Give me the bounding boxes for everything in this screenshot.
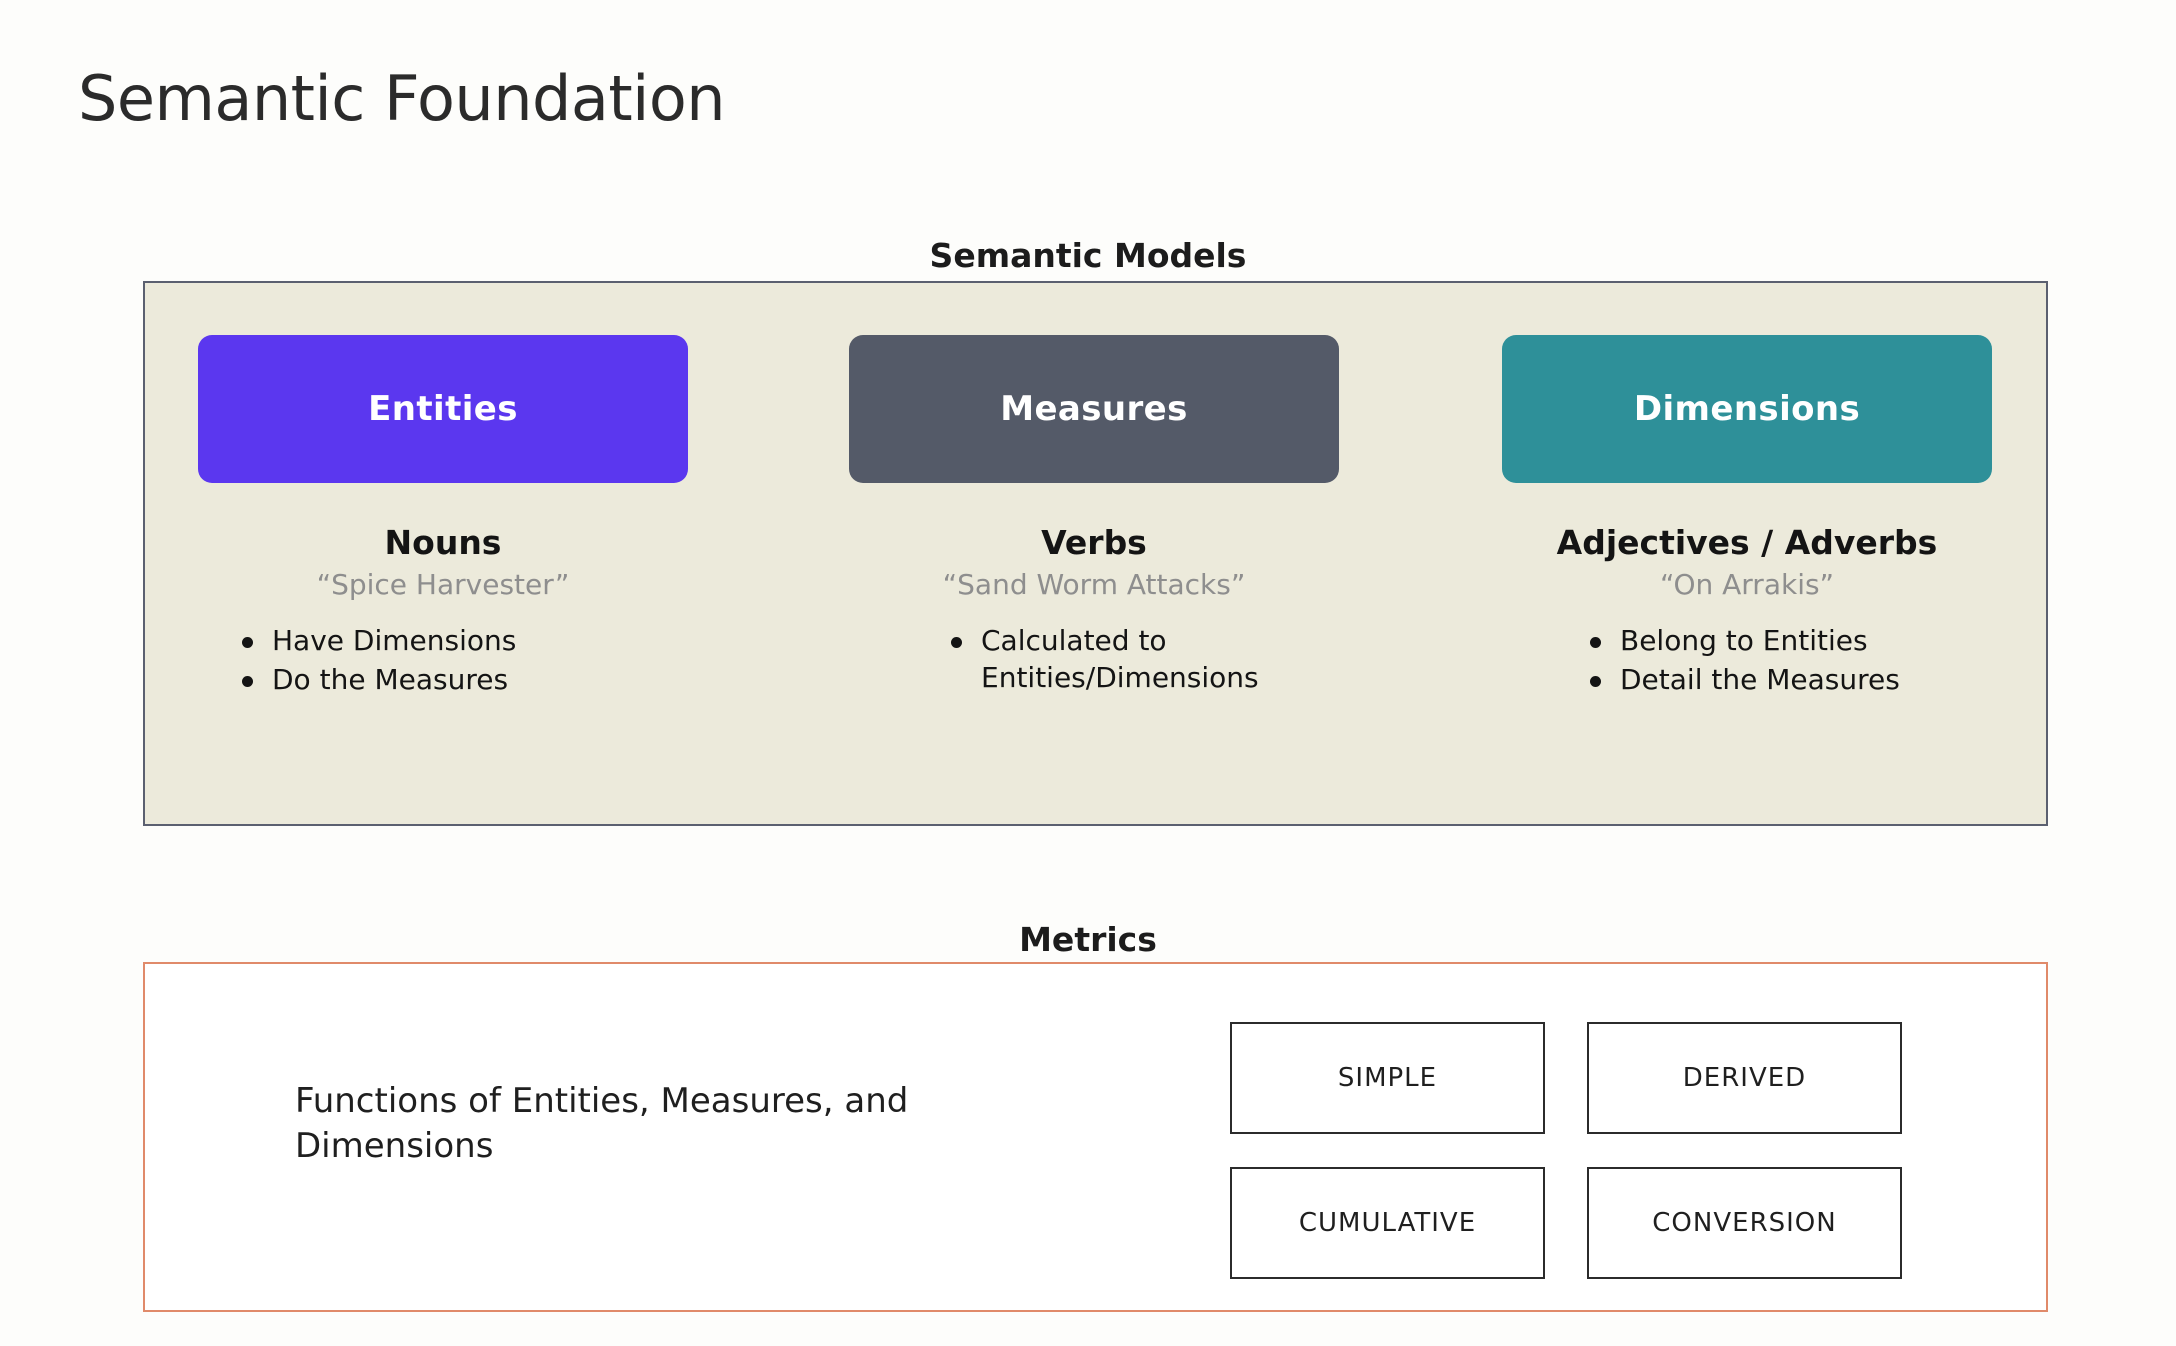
- page-title: Semantic Foundation: [78, 62, 726, 135]
- list-item: Do the Measures: [198, 662, 688, 699]
- semantic-models-heading: Semantic Models: [929, 236, 1247, 275]
- list-item: Detail the Measures: [1546, 662, 1992, 699]
- metrics-heading: Metrics: [1019, 920, 1157, 959]
- column-entities: [198, 335, 688, 701]
- dimensions-part-of-speech: Adjectives / Adverbs: [1556, 523, 1938, 562]
- metrics-panel: [143, 962, 2048, 1312]
- measures-example-quote: “Sand Worm Attacks”: [942, 568, 1246, 601]
- measures-pill: Measures: [849, 335, 1339, 483]
- metric-box-conversion: CONVERSION: [1587, 1167, 1902, 1279]
- dimensions-pill: Dimensions: [1502, 335, 1992, 483]
- entities-part-of-speech: Nouns: [384, 523, 502, 562]
- metrics-description: Functions of Entities, Measures, and Dimensions: [295, 1081, 909, 1166]
- entities-example-quote: “Spice Harvester”: [316, 568, 570, 601]
- list-item: Belong to Entities: [1546, 623, 1992, 660]
- metric-box-simple: SIMPLE: [1230, 1022, 1545, 1134]
- metric-box-derived: DERIVED: [1587, 1022, 1902, 1134]
- column-measures: [849, 335, 1339, 699]
- list-item: Have Dimensions: [198, 623, 688, 660]
- semantic-models-panel: [143, 281, 2048, 826]
- measures-bullet-list: [907, 623, 1339, 697]
- list-item: Calculated to Entities/Dimensions: [907, 623, 1339, 697]
- dimensions-bullet-list: [1546, 623, 1992, 699]
- metric-box-cumulative: CUMULATIVE: [1230, 1167, 1545, 1279]
- column-dimensions: [1502, 335, 1992, 701]
- dimensions-example-quote: “On Arrakis”: [1659, 568, 1835, 601]
- entities-bullet-list: [198, 623, 688, 699]
- measures-part-of-speech: Verbs: [1041, 523, 1147, 562]
- entities-pill: Entities: [198, 335, 688, 483]
